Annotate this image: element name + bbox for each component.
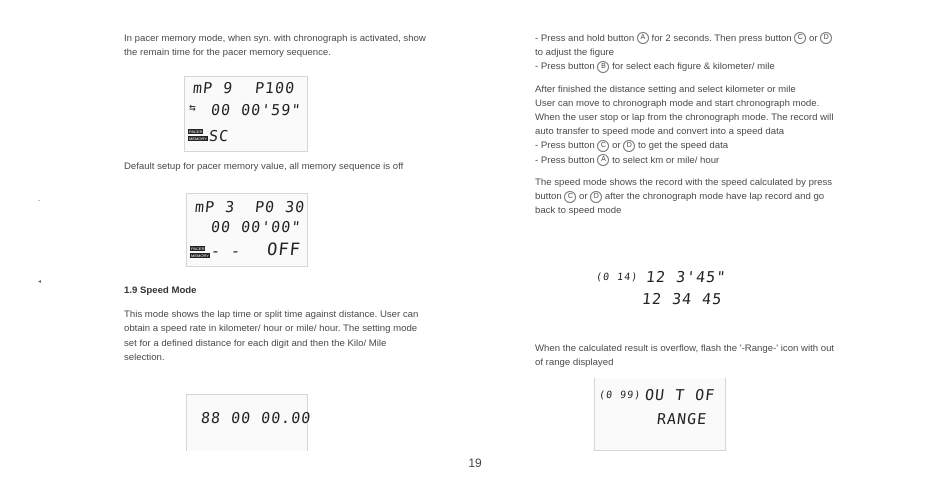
lcd-line3: SC <box>208 127 231 145</box>
chronograph-paragraph: User can move to chronograph mode and start chronograph mode. When the user stop or lap from the chronograph mode. The record will auto transfer to speed mode and convert into a speed data <box>535 97 834 138</box>
lcd-line1a: (0 99) <box>598 390 642 401</box>
button-c-icon: C <box>794 32 806 44</box>
bullet-press-b: - Press button B for select each figure & kilometer/ mile <box>535 61 775 73</box>
lcd-line1: 88 00 00.00 <box>200 409 313 427</box>
lcd-out-of-range <box>594 378 726 451</box>
button-a-icon: A <box>597 154 609 166</box>
speed-mode-section <box>124 284 429 365</box>
margin-dash: - <box>38 198 40 204</box>
lcd-line1b: OU T OF <box>644 386 717 404</box>
lcd-default-setup <box>186 193 308 267</box>
button-b-icon: B <box>597 61 609 73</box>
bullet-hold-a: - Press and hold button A for 2 seconds. Then press button C or D to adjust the figure <box>535 32 835 60</box>
memory-tag: MEMORY <box>189 136 207 141</box>
button-a-icon: A <box>637 32 649 44</box>
left-column <box>124 32 429 60</box>
lcd-speed-setting <box>186 394 313 451</box>
pacer-remain-paragraph: In pacer memory mode, when syn. with chronograph is activated, show the remain time for the pacer memory sequence. <box>124 33 426 59</box>
pacer-tag: PACER <box>189 129 203 134</box>
default-setup-block <box>124 160 429 174</box>
lcd-line2: 12 34 45 <box>641 290 724 308</box>
lcd-line1b: P100 <box>254 79 297 97</box>
bullet-press-a: - Press button A to select km or mile/ hour <box>535 154 720 166</box>
margin-arrow: ◂ <box>38 279 42 285</box>
lcd-line1b: 12 3'45" <box>645 268 728 286</box>
lcd-line2: 00 00'00" <box>210 218 303 236</box>
lcd-line2: 00 00'59" <box>210 101 303 119</box>
speed-mode-heading: 1.9 Speed Mode <box>124 285 197 296</box>
lcd-line2: RANGE <box>656 410 709 428</box>
default-setup-paragraph: Default setup for pacer memory value, all memory sequence is off <box>124 161 404 172</box>
lcd-line3a: - - <box>210 242 243 260</box>
memory-tag: MEMORY <box>191 253 209 258</box>
lcd-line1a: mP 9 <box>192 79 235 97</box>
speed-mode-shows-paragraph: The speed mode shows the record with the speed calculated by press button C or D after the chronograph mode have lap record and go back to speed mode <box>535 176 833 217</box>
lcd-line1a: mP 3 <box>194 198 237 216</box>
right-column <box>535 32 835 218</box>
page-number: 19 <box>468 456 482 470</box>
button-d-icon: D <box>623 140 635 152</box>
distance-finished-paragraph: After finished the distance setting and select kilometer or mile <box>535 83 796 95</box>
lcd-line3b: OFF <box>265 240 302 260</box>
lcd-line1a: (0 14) <box>595 272 639 283</box>
speed-mode-paragraph: This mode shows the lap time or split time against distance. User can obtain a speed rate in kilometer/ hour or mile/ hour. The setting mode set for a defined distance for each digit and then the Kilo/ Mile selection. <box>124 309 419 363</box>
button-d-icon: D <box>820 32 832 44</box>
button-c-icon: C <box>597 140 609 152</box>
overflow-block <box>535 342 835 370</box>
pacer-tag: PACER <box>191 246 205 251</box>
bullet-press-cd: - Press button C or D to get the speed data <box>535 140 729 152</box>
button-d-icon: D <box>590 191 602 203</box>
overflow-paragraph: When the calculated result is overflow, flash the '-Range-' icon with out of range displayed <box>535 343 835 369</box>
lcd-speed-record <box>592 262 728 320</box>
lcd-pacer-remain <box>184 76 308 152</box>
arrow-icon: ⇆ <box>189 101 196 114</box>
button-c-icon: C <box>564 191 576 203</box>
lcd-line1b: P0 30 <box>254 198 307 216</box>
